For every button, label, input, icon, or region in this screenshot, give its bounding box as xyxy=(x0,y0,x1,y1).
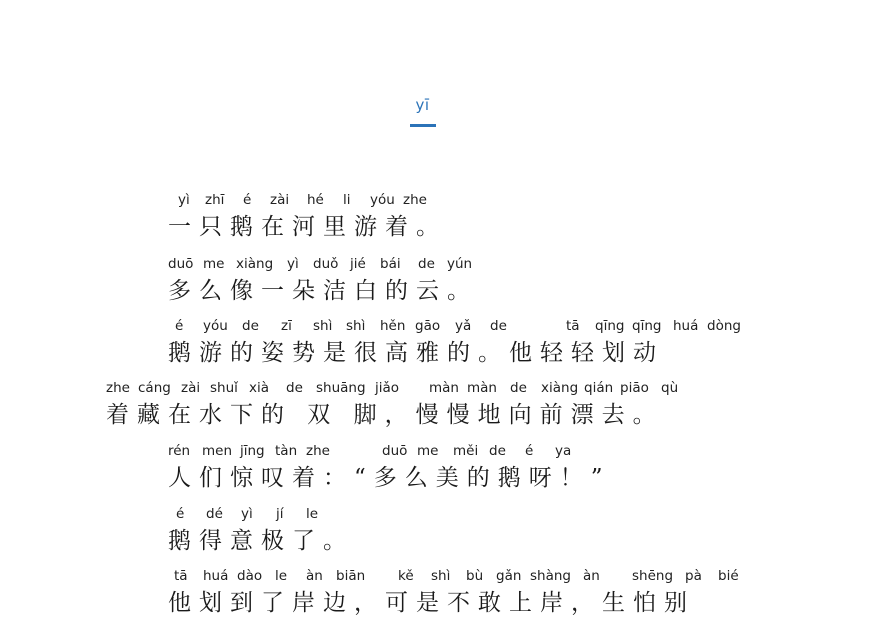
pinyin-syllable: dòng xyxy=(707,318,741,334)
pinyin-syllable: de xyxy=(418,256,435,272)
pinyin-syllable: shì xyxy=(313,318,333,334)
pinyin-syllable: pà xyxy=(685,568,702,584)
pinyin-syllable: de xyxy=(490,318,507,334)
pinyin-syllable: é xyxy=(525,443,534,459)
pinyin-syllable: shuǐ xyxy=(210,380,238,396)
pinyin-syllable: zhe xyxy=(403,192,427,208)
pinyin-syllable: àn xyxy=(583,568,600,584)
hanzi-text: 鹅游的姿势是很高雅的。他轻轻划动 xyxy=(168,340,664,366)
pinyin-syllable: jīng xyxy=(240,443,265,459)
pinyin-syllable: àn xyxy=(306,568,323,584)
pinyin-syllable: é xyxy=(176,506,185,522)
pinyin-syllable: jí xyxy=(276,506,284,522)
pinyin-syllable: le xyxy=(275,568,288,584)
pinyin-syllable: li xyxy=(343,192,351,208)
pinyin-syllable: yì xyxy=(241,506,253,522)
pinyin-syllable: bù xyxy=(466,568,484,584)
text-line xyxy=(0,380,891,440)
pinyin-syllable: zī xyxy=(281,318,292,334)
pinyin-syllable: měi xyxy=(453,443,479,459)
pinyin-syllable: bié xyxy=(718,568,739,584)
pinyin-syllable: de xyxy=(510,380,527,396)
pinyin-syllable: de xyxy=(242,318,259,334)
pinyin-syllable: hěn xyxy=(380,318,406,334)
pinyin-syllable: gāo xyxy=(415,318,441,334)
pinyin-syllable: jiǎo xyxy=(375,380,400,396)
section-heading xyxy=(0,96,845,127)
pinyin-syllable: màn xyxy=(467,380,497,396)
pinyin-syllable: duō xyxy=(382,443,408,459)
pinyin-syllable: zhī xyxy=(205,192,225,208)
pinyin-syllable: shì xyxy=(431,568,451,584)
pinyin-syllable: shàng xyxy=(530,568,571,584)
pinyin-syllable: ya xyxy=(555,443,572,459)
heading-underline xyxy=(410,124,436,127)
pinyin-syllable: tā xyxy=(174,568,188,584)
pinyin-syllable: dé xyxy=(206,506,223,522)
pinyin-syllable: dào xyxy=(237,568,263,584)
pinyin-syllable: yún xyxy=(447,256,473,272)
pinyin-syllable: qīng xyxy=(595,318,625,334)
pinyin-syllable: shēng xyxy=(632,568,674,584)
pinyin-syllable: jié xyxy=(350,256,366,272)
pinyin-syllable: gǎn xyxy=(496,568,522,584)
pinyin-syllable: shì xyxy=(346,318,366,334)
pinyin-syllable: é xyxy=(175,318,184,334)
pinyin-syllable: cáng xyxy=(138,380,171,396)
pinyin-syllable: rén xyxy=(168,443,191,459)
pinyin-syllable: de xyxy=(286,380,303,396)
pinyin-syllable: me xyxy=(203,256,225,272)
pinyin-syllable: zhe xyxy=(306,443,330,459)
text-line xyxy=(0,506,891,566)
pinyin-syllable: zhe xyxy=(106,380,130,396)
pinyin-syllable: zài xyxy=(181,380,201,396)
pinyin-syllable: qīng xyxy=(632,318,662,334)
hanzi-text: 多么像一朵洁白的云。 xyxy=(168,278,478,304)
pinyin-syllable: xiàng xyxy=(236,256,274,272)
pinyin-syllable: yóu xyxy=(370,192,395,208)
pinyin-syllable: xià xyxy=(249,380,270,396)
pinyin-syllable: màn xyxy=(429,380,459,396)
text-line xyxy=(0,443,891,503)
hanzi-text: 着藏在水下的 双 脚，慢慢地向前漂去。 xyxy=(106,402,664,428)
hanzi-text: 一只鹅在河里游着。 xyxy=(168,214,447,240)
hanzi-text: 他划到了岸边，可是不敢上岸，生怕别 xyxy=(168,590,695,616)
pinyin-syllable: yǎ xyxy=(455,318,472,334)
text-line xyxy=(0,256,891,316)
pinyin-syllable: duǒ xyxy=(313,256,339,272)
pinyin-syllable: xiàng xyxy=(541,380,579,396)
pinyin-syllable: piāo xyxy=(620,380,649,396)
heading-pinyin: yī xyxy=(415,96,430,114)
pinyin-syllable: duō xyxy=(168,256,194,272)
pinyin-syllable: qù xyxy=(661,380,679,396)
pinyin-syllable: de xyxy=(489,443,506,459)
text-line xyxy=(0,192,891,252)
pinyin-syllable: qián xyxy=(584,380,614,396)
hanzi-text: 鹅得意极了。 xyxy=(168,528,354,554)
pinyin-syllable: yì xyxy=(287,256,299,272)
pinyin-syllable: tàn xyxy=(275,443,298,459)
text-line xyxy=(0,318,891,378)
pinyin-syllable: bái xyxy=(380,256,401,272)
pinyin-syllable: yóu xyxy=(203,318,228,334)
pinyin-syllable: le xyxy=(306,506,319,522)
text-line xyxy=(0,568,891,628)
pinyin-syllable: kě xyxy=(398,568,414,584)
hanzi-text: 人们惊叹着：“多么美的鹅呀！” xyxy=(168,465,611,491)
pinyin-syllable: tā xyxy=(566,318,580,334)
pinyin-syllable: hé xyxy=(307,192,324,208)
pinyin-syllable: me xyxy=(417,443,439,459)
pinyin-syllable: yì xyxy=(178,192,190,208)
pinyin-syllable: huá xyxy=(203,568,229,584)
pinyin-syllable: zài xyxy=(270,192,290,208)
pinyin-syllable: biān xyxy=(336,568,366,584)
pinyin-syllable: men xyxy=(202,443,233,459)
pinyin-syllable: shuāng xyxy=(316,380,366,396)
pinyin-syllable: é xyxy=(243,192,252,208)
pinyin-syllable: huá xyxy=(673,318,699,334)
